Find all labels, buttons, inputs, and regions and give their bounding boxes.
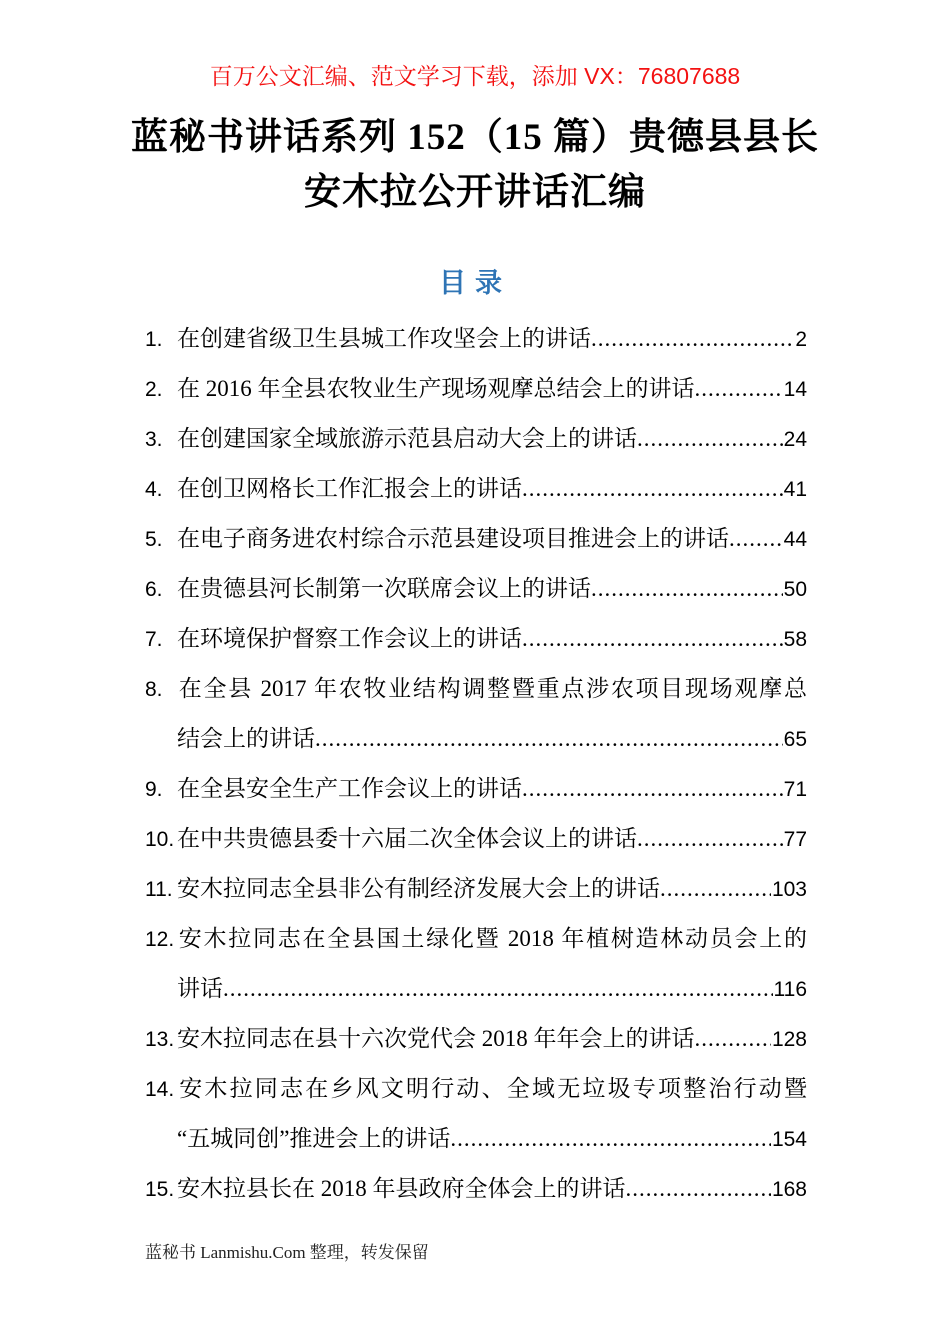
toc-entry-title: 在中共贵德县委十六届二次全体会议上的讲话 xyxy=(177,826,637,851)
dot-leader xyxy=(522,464,783,514)
toc-entry-number: 7. xyxy=(145,628,163,651)
toc-entry-page: 116 xyxy=(773,978,807,1001)
toc-entry[interactable] xyxy=(145,364,807,414)
toc-entry-page: 58 xyxy=(783,628,807,651)
toc-entry[interactable] xyxy=(145,864,807,914)
toc-entry-title-line-1: 安木拉同志在全县国土绿化暨 2018 年植树造林动员会上的 xyxy=(177,926,807,951)
toc-entry-title: 在全县安全生产工作会议上的讲话 xyxy=(177,776,522,801)
toc-entry-number: 8. xyxy=(145,678,163,701)
dot-leader xyxy=(695,1014,771,1064)
toc-entry-page: 103 xyxy=(771,878,807,901)
toc-entry-page: 71 xyxy=(783,778,807,801)
toc-entry-page: 44 xyxy=(783,528,807,551)
toc-entry-title: 在 2016 年全县农牧业生产现场观摩总结会上的讲话 xyxy=(177,376,695,401)
toc-entry[interactable] xyxy=(145,414,807,464)
toc-entry[interactable] xyxy=(145,564,807,614)
toc-entry-page: 168 xyxy=(771,1178,807,1201)
toc-entry-number: 2. xyxy=(145,378,163,401)
toc-entry-number: 12. xyxy=(145,928,175,951)
toc-entry-title: 安木拉同志在县十六次党代会 2018 年年会上的讲话 xyxy=(177,1026,695,1051)
toc-entry-page: 154 xyxy=(771,1128,807,1151)
toc-entry-page: 50 xyxy=(783,578,807,601)
toc-entry[interactable] xyxy=(145,914,807,1014)
toc-entry[interactable] xyxy=(145,814,807,864)
toc-entry-number: 15. xyxy=(145,1178,175,1201)
toc-entry-title: 在创卫网格长工作汇报会上的讲话 xyxy=(177,476,522,501)
toc-entry[interactable] xyxy=(145,1064,807,1164)
document-title-line-2: 安木拉公开讲话汇编 xyxy=(304,172,646,213)
toc-entry[interactable] xyxy=(145,314,807,364)
toc-entry-page: 77 xyxy=(783,828,807,851)
dot-leader xyxy=(522,614,783,664)
toc-entry-title: 在创建国家全域旅游示范县启动大会上的讲话 xyxy=(177,426,637,451)
toc-entry-page: 24 xyxy=(783,428,807,451)
toc-entry-page: 65 xyxy=(783,728,807,751)
toc-entry[interactable] xyxy=(145,664,807,764)
dot-leader xyxy=(660,864,771,914)
dot-leader xyxy=(522,764,783,814)
toc-entry[interactable] xyxy=(145,464,807,514)
toc-entry[interactable] xyxy=(145,764,807,814)
toc-entry-page: 128 xyxy=(771,1028,807,1051)
toc-entry-title-line-2: 讲话 xyxy=(177,976,223,1001)
toc-entry-number: 3. xyxy=(145,428,163,451)
dot-leader xyxy=(637,414,783,464)
dot-leader xyxy=(315,714,783,764)
toc-entry[interactable] xyxy=(145,1164,807,1214)
toc-entry[interactable] xyxy=(145,614,807,664)
toc-entry-page: 41 xyxy=(783,478,807,501)
toc-entry-page: 2 xyxy=(795,328,807,351)
document-title-line-1: 蓝秘书讲话系列 152（15 篇）贵德县县长 xyxy=(131,117,819,158)
dot-leader xyxy=(637,814,783,864)
toc-entry-title: 在电子商务进农村综合示范县建设项目推进会上的讲话 xyxy=(177,526,729,551)
toc-entry-number: 6. xyxy=(145,578,163,601)
dot-leader xyxy=(591,564,783,614)
toc-entry-number: 14. xyxy=(145,1078,175,1101)
toc-entry[interactable] xyxy=(145,514,807,564)
footer-credit: 蓝秘书 Lanmishu.Com 整理，转发保留 xyxy=(145,1243,429,1262)
toc-entry-title: 在环境保护督察工作会议上的讲话 xyxy=(177,626,522,651)
header-promo-notice: 百万公文汇编、范文学习下载，添加 VX：76807688 xyxy=(209,63,741,89)
dot-leader xyxy=(626,1164,771,1214)
toc-entry-title: 在贵德县河长制第一次联席会议上的讲话 xyxy=(177,576,591,601)
toc-heading: 目录 xyxy=(439,268,511,298)
dot-leader xyxy=(223,964,773,1014)
dot-leader xyxy=(591,314,794,364)
toc-entry-number: 9. xyxy=(145,778,163,801)
toc-entry-number: 1. xyxy=(145,328,163,351)
toc-entry-number: 4. xyxy=(145,478,163,501)
toc-entry-number: 5. xyxy=(145,528,163,551)
toc-entry-number: 11. xyxy=(145,878,173,901)
toc-entry-title: 安木拉县长在 2018 年县政府全体会上的讲话 xyxy=(177,1176,626,1201)
dot-leader xyxy=(450,1114,771,1164)
dot-leader xyxy=(695,364,783,414)
toc-entry-page: 14 xyxy=(783,378,807,401)
table-of-contents xyxy=(145,314,807,1214)
toc-entry-title-line-1: 安木拉同志在乡风文明行动、全域无垃圾专项整治行动暨 xyxy=(177,1076,807,1101)
dot-leader xyxy=(729,514,783,564)
toc-entry-number: 10. xyxy=(145,828,175,851)
toc-entry-number: 13. xyxy=(145,1028,175,1051)
toc-entry-title: 安木拉同志全县非公有制经济发展大会上的讲话 xyxy=(177,876,660,901)
toc-entry-title-line-2: “五城同创”推进会上的讲话 xyxy=(177,1126,451,1151)
toc-entry-title-line-2: 结会上的讲话 xyxy=(177,726,315,751)
toc-entry-title-line-1: 在全县 2017 年农牧业结构调整暨重点涉农项目现场观摩总 xyxy=(177,676,807,701)
document-title xyxy=(90,110,860,220)
toc-entry[interactable] xyxy=(145,1014,807,1064)
toc-entry-title: 在创建省级卫生县城工作攻坚会上的讲话 xyxy=(177,326,591,351)
